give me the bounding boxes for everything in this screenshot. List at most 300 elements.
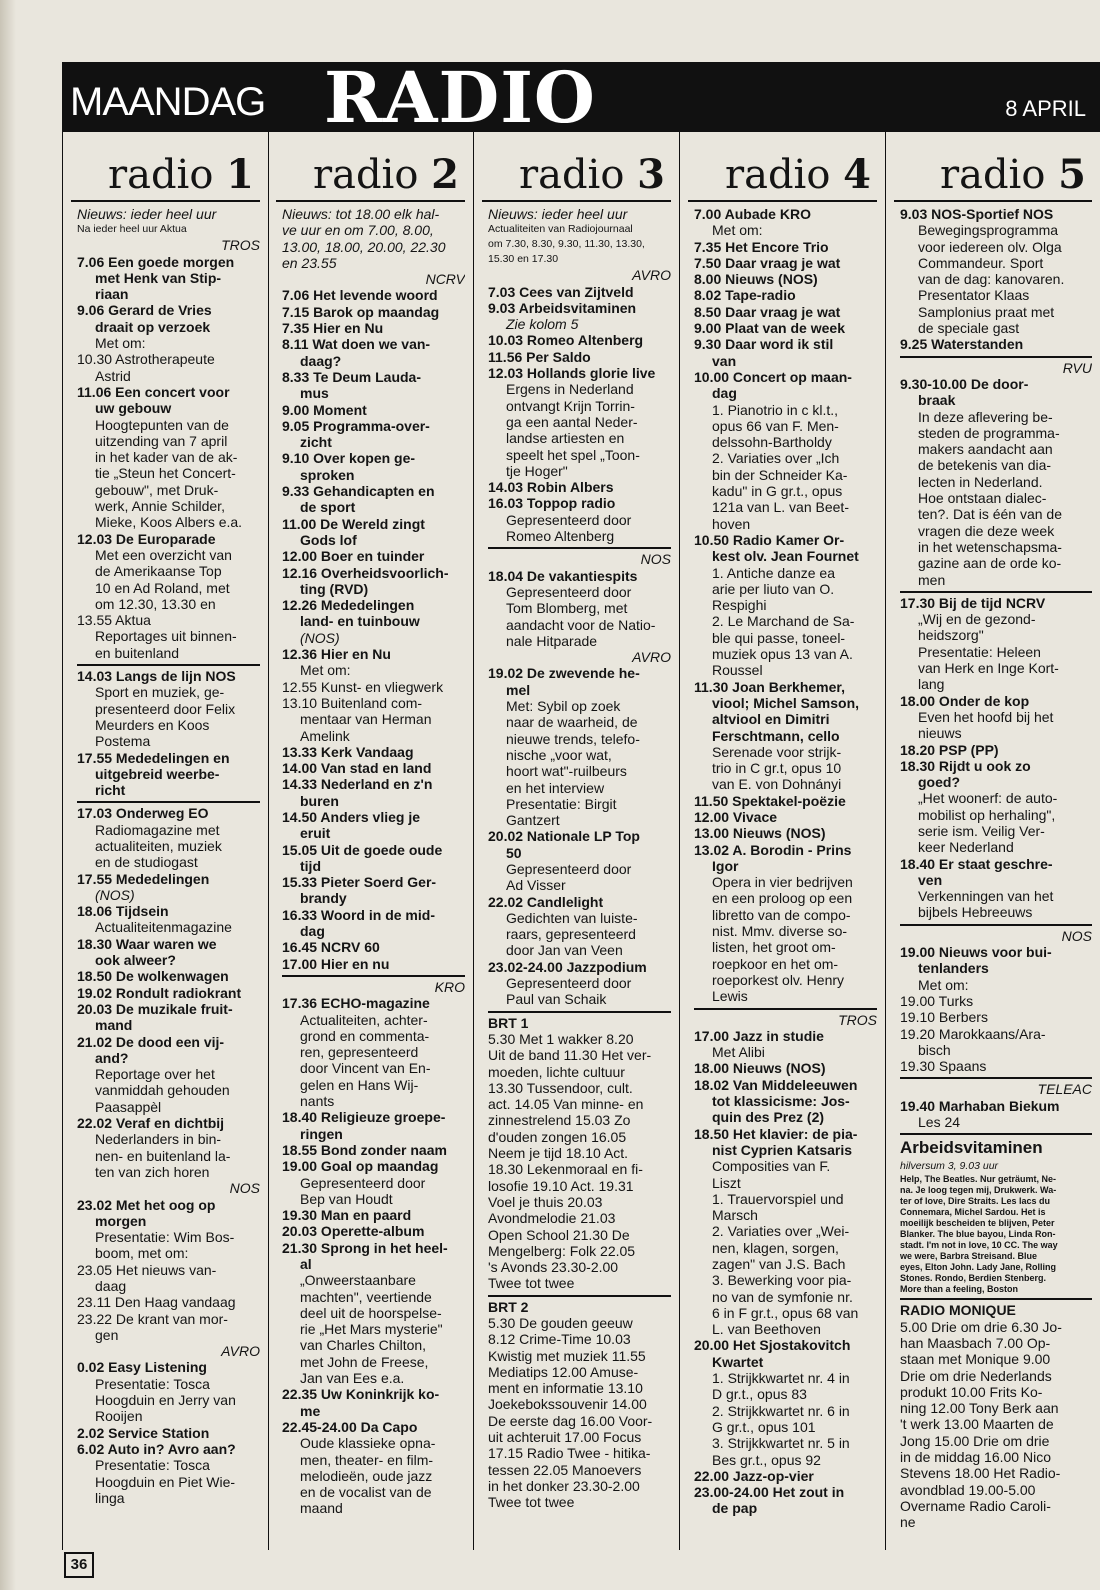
- schedule-line: 9.05 Programma-over-: [282, 417, 430, 434]
- schedule-line: Romeo Altenberg: [506, 528, 615, 545]
- schedule-line: Postema: [95, 733, 151, 750]
- schedule-line: naar de waarheid, de: [506, 714, 638, 731]
- schedule-line: 19.40 Marhaban Biekum: [900, 1097, 1060, 1114]
- schedule-line: Gantzert: [506, 812, 560, 829]
- schedule-line: 18.00 Onder de kop: [900, 692, 1030, 709]
- schedule-line: 10.50 Radio Kamer Or-: [694, 531, 845, 548]
- schedule-line: door Jan van Veen: [506, 942, 623, 959]
- schedule-line: we were, Barbra Streisand. Blue: [900, 1251, 1038, 1262]
- divider: [900, 356, 1092, 358]
- schedule-line: 13.30 Tussendoor, cult.: [488, 1079, 633, 1096]
- schedule-line: deel uit de hoorspelse-: [300, 1304, 442, 1321]
- schedule-line: en de studiogast: [95, 854, 198, 871]
- schedule-line: keer Nederland: [918, 839, 1014, 856]
- schedule-line: Tom Blomberg, met: [506, 600, 628, 617]
- schedule-line: 8.02 Tape-radio: [694, 287, 796, 304]
- schedule-line: roepkoor en het om-: [712, 955, 839, 972]
- schedule-line: Ferschtmann, cello: [712, 727, 840, 744]
- schedule-line: (NOS): [95, 886, 135, 903]
- schedule-line: 18.50 Het klavier: de pia-: [694, 1125, 858, 1142]
- schedule-line: uitgebreid weerbe-: [95, 765, 220, 782]
- schedule-line: Kwistig met muziek 11.55: [488, 1347, 646, 1364]
- schedule-line: 23.02 Met het oog op: [77, 1196, 216, 1213]
- schedule-line: 12.03 Hollands glorie live: [488, 365, 656, 382]
- schedule-line: 22.02 Veraf en dichtbij: [77, 1115, 225, 1132]
- schedule-line: opus 66 van F. Men-: [712, 417, 839, 434]
- schedule-line: staan met Monique 9.00: [900, 1351, 1051, 1368]
- schedule-line: de speciale gast: [918, 320, 1020, 337]
- schedule-line: 2. Variaties over „Ich: [712, 450, 840, 467]
- schedule-line: Stones. Rondo, Berdien Stenberg.: [900, 1273, 1047, 1284]
- schedule-line: grond en commenta-: [300, 1027, 430, 1044]
- schedule-line: NCRV: [425, 271, 465, 288]
- schedule-line: Respighi: [712, 597, 767, 614]
- schedule-line: nen- en buitenland la-: [95, 1147, 231, 1164]
- schedule-line: Presentatie: Wim Bos-: [95, 1229, 235, 1246]
- schedule-line: 19.20 Marokkaans/Ara-: [900, 1025, 1046, 1042]
- divider: [488, 547, 671, 549]
- schedule-line: 18.30 Rijdt u ook zo: [900, 757, 1031, 774]
- page-header: [62, 62, 1100, 132]
- schedule-line: no van de symfonie nr.: [712, 1288, 853, 1305]
- schedule-list: [63, 202, 268, 1506]
- schedule-line: nants: [300, 1093, 335, 1110]
- schedule-line: Gepresenteerd door: [506, 975, 632, 992]
- schedule-line: 19.00 Nieuws voor bui-: [900, 944, 1052, 961]
- schedule-line: Hoogduin en Jerry van: [95, 1392, 236, 1409]
- schedule-line: en de vocalist van de: [300, 1484, 432, 1501]
- schedule-line: Presentator Klaas: [918, 287, 1030, 304]
- schedule-line: 18.55 Bond zonder naam: [282, 1141, 447, 1158]
- schedule-line: ringen: [300, 1125, 343, 1142]
- schedule-line: van Charles Chilton,: [300, 1337, 427, 1354]
- schedule-line: riaan: [95, 286, 129, 303]
- schedule-line: na. Je loog tegen mij, Drukwerk. Wa-: [900, 1185, 1057, 1196]
- schedule-line: om 12.30, 13.30 en: [95, 595, 216, 612]
- schedule-line: Overname Radio Caroli-: [900, 1497, 1051, 1514]
- schedule-line: TROS: [838, 1011, 877, 1028]
- schedule-line: nieuws: [918, 725, 962, 742]
- schedule-line: 8.11 Wat doen we van-: [282, 336, 431, 353]
- schedule-line: Ad Visser: [506, 877, 566, 894]
- schedule-line: Mengelberg: Folk 22.05: [488, 1242, 636, 1259]
- schedule-line: 10.00 Concert op maan-: [694, 368, 852, 385]
- schedule-line: AVRO: [221, 1343, 260, 1360]
- schedule-line: Mieke, Koos Albers e.a.: [95, 514, 243, 531]
- station-title: radio 4: [688, 150, 877, 202]
- schedule-line: kest olv. Jean Fournet: [712, 548, 859, 565]
- schedule-line: ga een aantal Neder-: [506, 413, 638, 430]
- schedule-line: bisch: [918, 1041, 951, 1058]
- schedule-line: Kwartet: [712, 1353, 764, 1370]
- header-title: RADIO: [324, 62, 596, 132]
- column-radio-4: [680, 132, 886, 1550]
- schedule-line: 14.00 Van stad en land: [282, 760, 432, 777]
- schedule-line: Reportages uit binnen-: [95, 628, 237, 645]
- schedule-line: Arbeidsvitaminen: [900, 1138, 1043, 1158]
- schedule-line: 7.35 Het Encore Trio: [694, 238, 829, 255]
- schedule-line: 5.30 Met 1 wakker 8.20: [488, 1030, 634, 1047]
- schedule-line: ble qui passe, toneel-: [712, 629, 846, 646]
- schedule-line: and?: [95, 1049, 129, 1066]
- schedule-line: listen, het groot om-: [712, 939, 836, 956]
- schedule-line: 19.30 Spaans: [900, 1058, 987, 1075]
- schedule-line: 12.00 Boer en tuinder: [282, 548, 425, 565]
- schedule-line: Jong 15.00 Drie om drie: [900, 1432, 1050, 1449]
- divider: [488, 1011, 671, 1013]
- schedule-line: De eerste dag 16.00 Voor-: [488, 1412, 653, 1429]
- schedule-line: Gepresenteerd door: [506, 511, 632, 528]
- schedule-line: 18.06 Tijdsein: [77, 903, 169, 920]
- divider: [900, 1298, 1092, 1300]
- schedule-line: 20.02 Nationale LP Top: [488, 828, 640, 845]
- schedule-line: eruit: [300, 825, 331, 842]
- schedule-line: Joekebokssouvenir 14.00: [488, 1396, 647, 1413]
- schedule-line: mand: [95, 1017, 133, 1034]
- schedule-line: lang: [918, 676, 945, 693]
- schedule-line: Paul van Schaik: [506, 991, 607, 1008]
- schedule-line: 15.05 Uit de goede oude: [282, 841, 443, 858]
- schedule-line: 23.11 Den Haag vandaag: [77, 1294, 236, 1311]
- schedule-line: uitzending van 7 april: [95, 432, 228, 449]
- schedule-line: Gepresenteerd door: [300, 1174, 426, 1191]
- schedule-line: men: [918, 571, 946, 588]
- schedule-line: Gedichten van luiste-: [506, 909, 638, 926]
- schedule-line: 17.36 ECHO-magazine: [282, 995, 430, 1012]
- schedule-line: 12.26 Mededelingen: [282, 597, 415, 614]
- schedule-line: Gods lof: [300, 531, 357, 548]
- schedule-line: 8.00 Nieuws (NOS): [694, 271, 818, 288]
- schedule-line: Les 24: [918, 1114, 961, 1131]
- schedule-line: 16.33 Woord in de mid-: [282, 906, 435, 923]
- schedule-line: trio in C gr.t, opus 10: [712, 760, 842, 777]
- schedule-line: AVRO: [632, 267, 671, 284]
- schedule-line: buren: [300, 792, 339, 809]
- schedule-line: 11.06 Een concert voor: [77, 383, 230, 400]
- schedule-line: 12.03 De Europarade: [77, 530, 216, 547]
- schedule-line: Composities van F.: [712, 1158, 831, 1175]
- schedule-line: 7.50 Daar vraag je wat: [694, 254, 841, 271]
- station-title: radio 1: [71, 150, 260, 202]
- schedule-line: 10 en Ad Roland, met: [95, 579, 230, 596]
- schedule-line: d'ouden zongen 16.05: [488, 1128, 627, 1145]
- schedule-line: hilversum 3, 9.03 uur: [900, 1160, 999, 1173]
- schedule-line: steden de programma-: [918, 424, 1060, 441]
- schedule-line: han Maasbach 7.00 Op-: [900, 1334, 1051, 1351]
- schedule-line: 22.45-24.00 Da Capo: [282, 1418, 418, 1435]
- schedule-line: 17.15 Radio Twee - hitika-: [488, 1445, 651, 1462]
- schedule-line: speelt het spel „Toon-: [506, 446, 640, 463]
- schedule-line: lecten in Nederland.: [918, 473, 1043, 490]
- schedule-line: 13.02 A. Borodin - Prins: [694, 841, 852, 858]
- schedule-line: 22.00 Jazz-op-vier: [694, 1467, 814, 1484]
- schedule-line: nen, klagen, sorgen,: [712, 1239, 839, 1256]
- schedule-line: machten", veertiende: [300, 1288, 432, 1305]
- schedule-line: Nieuws: ieder heel uur: [77, 206, 217, 222]
- schedule-line: zicht: [300, 434, 332, 451]
- schedule-line: de sport: [300, 499, 356, 516]
- schedule-line: 20.00 Het Sjostakovitch: [694, 1337, 851, 1354]
- schedule-line: 18.40 Er staat geschre-: [900, 855, 1053, 872]
- schedule-line: 14.03 Robin Albers: [488, 479, 614, 496]
- schedule-line: al: [300, 1256, 312, 1272]
- schedule-line: Open School 21.30 De: [488, 1226, 630, 1243]
- divider: [488, 1295, 671, 1297]
- schedule-line: 19.00 Turks: [900, 992, 974, 1009]
- schedule-line: 2. Strijkkwartet nr. 6 in: [712, 1402, 850, 1419]
- schedule-line: Actualiteiten, achter-: [300, 1011, 428, 1028]
- schedule-line: ook alweer?: [95, 952, 176, 969]
- schedule-line: 9.06 Gerard de Vries: [77, 302, 212, 319]
- schedule-line: nale Hitparade: [506, 632, 598, 649]
- schedule-line: 6.02 Auto in? Avro aan?: [77, 1440, 236, 1457]
- schedule-line: Liszt: [712, 1174, 741, 1191]
- schedule-line: 6 in F gr.t., opus 68 van: [712, 1304, 859, 1321]
- schedule-line: 17.55 Mededelingen: [77, 870, 210, 887]
- schedule-line: Sport en muziek, ge-: [95, 684, 225, 701]
- schedule-line: 1. Pianotrio in c kl.t.,: [712, 401, 839, 418]
- schedule-line: Astrid: [95, 367, 131, 384]
- schedule-line: Voel je thuis 20.03: [488, 1193, 603, 1210]
- schedule-line: in het kader van de ak-: [95, 449, 238, 466]
- schedule-list: [680, 202, 885, 1517]
- schedule-line: TROS: [221, 237, 260, 254]
- schedule-line: sproken: [300, 466, 355, 483]
- schedule-line: Mediatips 12.00 Amuse-: [488, 1363, 639, 1380]
- schedule-line: 17.03 Onderweg EO: [77, 805, 209, 822]
- schedule-line: Blanker. The blue bayou, Linda Ron-: [900, 1229, 1056, 1240]
- header-date: 8 APRIL: [1005, 96, 1086, 121]
- schedule-line: 14.03 Langs de lijn NOS: [77, 668, 236, 685]
- schedule-line: ven: [918, 871, 943, 888]
- divider: [694, 1008, 877, 1010]
- schedule-line: van E. von Dohnányi: [712, 776, 842, 793]
- schedule-line: makers aandacht aan: [918, 441, 1053, 458]
- schedule-line: ren, gepresenteerd: [300, 1044, 419, 1061]
- schedule-line: 19.00 Goal op maandag: [282, 1158, 439, 1175]
- schedule-line: van Herk en Inge Kort-: [918, 660, 1059, 677]
- schedule-line: 12.16 Overheidsvoorlich-: [282, 564, 449, 581]
- schedule-line: stadt. I'm not in love, 10 CC. The way: [900, 1240, 1058, 1251]
- schedule-line: 7.35 Hier en Nu: [282, 320, 384, 337]
- schedule-line: tessen 22.05 Manoevers: [488, 1461, 642, 1478]
- schedule-line: Rooijen: [95, 1408, 143, 1425]
- schedule-line: 9.03 Arbeidsvitaminen: [488, 299, 637, 316]
- page-binding: [0, 0, 16, 1590]
- schedule-line: 1. Antiche danze ea: [712, 564, 835, 581]
- schedule-line: heidszorg": [918, 627, 984, 644]
- schedule-line: RVU: [1062, 359, 1092, 376]
- station-title: radio 2: [276, 150, 465, 202]
- schedule-line: 9.00 Plaat van de week: [694, 320, 845, 337]
- schedule-line: vanmiddah gehouden: [95, 1082, 230, 1099]
- schedule-line: bin der Schneider Ka-: [712, 466, 848, 483]
- schedule-line: nist. Mmv. diverse so-: [712, 923, 848, 940]
- schedule-line: 2. Variaties over „Wei-: [712, 1223, 850, 1240]
- schedule-line: zagen" van J.S. Bach: [712, 1256, 846, 1272]
- schedule-line: 7.03 Cees van Zijtveld: [488, 283, 634, 300]
- schedule-line: hoven: [712, 515, 751, 532]
- schedule-line: Ergens in Nederland: [506, 381, 634, 398]
- column-radio-2: [268, 132, 474, 1550]
- divider: [900, 1133, 1092, 1135]
- schedule-line: Oude klassieke opna-: [300, 1435, 436, 1452]
- schedule-line: Radiomagazine met: [95, 821, 220, 838]
- schedule-line: 23.22 De krant van mor-: [77, 1310, 228, 1327]
- schedule-line: 12.36 Hier en Nu: [282, 646, 391, 663]
- schedule-line: vragen die deze week: [918, 522, 1055, 539]
- schedule-line: 21.30 Sprong in het heel-: [282, 1239, 448, 1256]
- schedule-line: G gr.t., opus 101: [712, 1418, 816, 1435]
- schedule-line: Connemara, Michel Sardou. Het is: [900, 1207, 1046, 1218]
- schedule-line: Meurders en Koos: [95, 716, 210, 733]
- schedule-line: 12.55 Kunst- en vliegwerk: [282, 678, 444, 695]
- schedule-line: nieuwe trends, telefo-: [506, 730, 640, 747]
- schedule-line: landse artiesten en: [506, 430, 625, 447]
- schedule-line: KRO: [434, 978, 465, 995]
- schedule-line: serie ism. Veilig Ver-: [918, 822, 1045, 839]
- schedule-line: NOS: [1061, 927, 1092, 944]
- schedule-line: Met een overzicht van: [95, 546, 232, 563]
- divider: [77, 801, 260, 803]
- schedule-line: nist Cyprien Katsaris: [712, 1141, 853, 1158]
- schedule-line: linga: [95, 1489, 125, 1506]
- schedule-line: en het interview: [506, 779, 605, 796]
- schedule-line: melodieën, oude jazz: [300, 1467, 433, 1484]
- schedule-line: Met om:: [712, 222, 763, 239]
- schedule-line: tenlanders: [918, 960, 989, 977]
- column-radio-1: [62, 132, 269, 1550]
- schedule-line: uit achteruit 17.00 Focus: [488, 1429, 642, 1446]
- schedule-line: met Henk van Stip-: [95, 269, 222, 286]
- schedule-line: Lewis: [712, 988, 748, 1005]
- schedule-line: More than a feeling, Boston: [900, 1284, 1019, 1295]
- schedule-line: 9.03 NOS-Sportief NOS: [900, 206, 1054, 222]
- schedule-line: ontvangt Krijn Torrin-: [506, 397, 635, 414]
- schedule-line: 18.30 Waar waren we: [77, 935, 217, 952]
- schedule-line: viool; Michel Samson,: [712, 694, 860, 711]
- schedule-line: 19.02 Rondult radiokrant: [77, 984, 242, 1001]
- schedule-line: Zie kolom 5: [506, 316, 579, 333]
- schedule-line: moeilijk bescheiden te blijven, Peter: [900, 1218, 1055, 1229]
- schedule-list: [886, 202, 1100, 1530]
- schedule-line: en 23.55: [282, 254, 337, 271]
- schedule-line: ment en informatie 13.10: [488, 1380, 643, 1397]
- schedule-line: door Vincent van En-: [300, 1060, 431, 1077]
- schedule-line: draait op verzoek: [95, 318, 211, 335]
- divider: [900, 1077, 1092, 1079]
- schedule-line: 18.40 Religieuze groepe-: [282, 1109, 446, 1126]
- schedule-line: 7.06 Het levende woord: [282, 287, 438, 304]
- schedule-line: 18.30 Lekenmoraal en fi-: [488, 1161, 643, 1178]
- schedule-line: avondblad 19.00-5.00: [900, 1481, 1036, 1498]
- schedule-line: gebouw", met Druk-: [95, 481, 219, 498]
- schedule-line: 11.56 Per Saldo: [488, 348, 591, 365]
- schedule-line: quin des Prez (2): [712, 1109, 825, 1126]
- schedule-line: 17.55 Mededelingen en: [77, 749, 230, 766]
- schedule-line: 20.03 Operette-album: [282, 1223, 425, 1240]
- schedule-line: dag: [712, 385, 737, 402]
- schedule-line: en een proloog op een: [712, 890, 853, 907]
- schedule-line: brandy: [300, 890, 347, 907]
- schedule-line: Avondmelodie 21.03: [488, 1210, 616, 1227]
- column-radio-3: [474, 132, 680, 1550]
- schedule-line: werk, Annie Schilder,: [95, 498, 225, 515]
- schedule-line: 11.30 Joan Berkhemer,: [694, 678, 845, 695]
- schedule-line: voor iedereen olv. Olga: [918, 238, 1062, 255]
- schedule-line: gen: [95, 1326, 119, 1343]
- schedule-line: 19.02 De zwevende he-: [488, 665, 640, 682]
- schedule-line: 7.15 Barok op maandag: [282, 303, 440, 320]
- schedule-line: Actualiteiten van Radiojournaal: [488, 223, 633, 236]
- schedule-line: Drie om drie Nederlands: [900, 1367, 1052, 1384]
- schedule-line: Presentatie: Heleen: [918, 643, 1041, 660]
- schedule-line: 5.30 De gouden geeuw: [488, 1315, 633, 1331]
- schedule-line: kadu" in G gr.t., opus: [712, 483, 843, 500]
- schedule-line: land- en tuinbouw: [300, 613, 420, 630]
- schedule-line: Presentatie: Tosca: [95, 1375, 210, 1392]
- schedule-line: 1. Strijkkwartet nr. 4 in: [712, 1370, 850, 1387]
- schedule-line: BRT 2: [488, 1298, 529, 1315]
- schedule-line: Hoogduin en Piet Wie-: [95, 1473, 236, 1490]
- schedule-line: Commandeur. Sport: [918, 254, 1044, 271]
- schedule-line: libretto van de compo-: [712, 906, 851, 923]
- schedule-line: Roussel: [712, 662, 763, 679]
- schedule-line: men, theater- en film-: [300, 1451, 434, 1468]
- schedule-line: BRT 1: [488, 1014, 529, 1031]
- schedule-line: 13.00, 18.00, 20.00, 22.30: [282, 238, 446, 255]
- schedule-line: produkt 10.00 Frits Ko-: [900, 1383, 1043, 1400]
- schedule-line: Bes gr.t., opus 92: [712, 1451, 821, 1468]
- schedule-line: 12.00 Vivace: [694, 808, 778, 825]
- schedule-line: mel: [506, 681, 531, 698]
- schedule-line: 2. Le Marchand de Sa-: [712, 613, 855, 630]
- schedule-line: 9.30 Daar word ik stil: [694, 336, 834, 353]
- schedule-line: Met: Sybil op zoek: [506, 698, 621, 715]
- schedule-line: me: [300, 1402, 321, 1419]
- schedule-line: 3. Strijkkwartet nr. 5 in: [712, 1435, 850, 1452]
- schedule-line: Igor: [712, 857, 739, 874]
- schedule-list: [474, 202, 679, 1511]
- schedule-line: 9.00 Moment: [282, 401, 367, 418]
- schedule-line: ve uur en om 7.00, 8.00,: [282, 222, 434, 239]
- schedule-line: AVRO: [632, 649, 671, 666]
- schedule-line: 8.50 Daar vraag je wat: [694, 303, 841, 320]
- schedule-line: Opera in vier bedrijven: [712, 874, 853, 891]
- schedule-line: Jan van Ees e.a.: [300, 1370, 405, 1387]
- page-number: 36: [64, 1552, 94, 1578]
- schedule-line: 8.12 Crime-Time 10.03: [488, 1331, 631, 1348]
- schedule-line: Nieuws: ieder heel uur: [488, 206, 628, 222]
- schedule-line: daag?: [300, 352, 342, 369]
- schedule-line: Twee tot twee: [488, 1275, 575, 1292]
- schedule-line: 15.33 Pieter Soerd Ger-: [282, 874, 437, 891]
- schedule-line: 14.50 Anders vlieg je: [282, 808, 420, 825]
- schedule-line: van de dag: kanovaren.: [918, 271, 1065, 288]
- schedule-line: Actualiteitenmagazine: [95, 919, 232, 936]
- schedule-line: Bewegingsprogramma: [918, 222, 1059, 239]
- schedule-line: richt: [95, 782, 126, 799]
- schedule-line: 23.05 Het nieuws van-: [77, 1261, 217, 1278]
- schedule-line: zinnestrelend 15.03 Zo: [488, 1112, 631, 1129]
- schedule-line: bijbels Hebreeuws: [918, 904, 1033, 921]
- schedule-line: „Het woonerf: de auto-: [918, 790, 1058, 807]
- schedule-line: arie per liuto van O.: [712, 580, 835, 597]
- schedule-line: 9.25 Waterstanden: [900, 336, 1024, 353]
- schedule-line: Marsch: [712, 1207, 758, 1224]
- schedule-line: de Amerikaanse Top: [95, 563, 222, 580]
- schedule-line: moeden, lichte cultuur: [488, 1063, 625, 1080]
